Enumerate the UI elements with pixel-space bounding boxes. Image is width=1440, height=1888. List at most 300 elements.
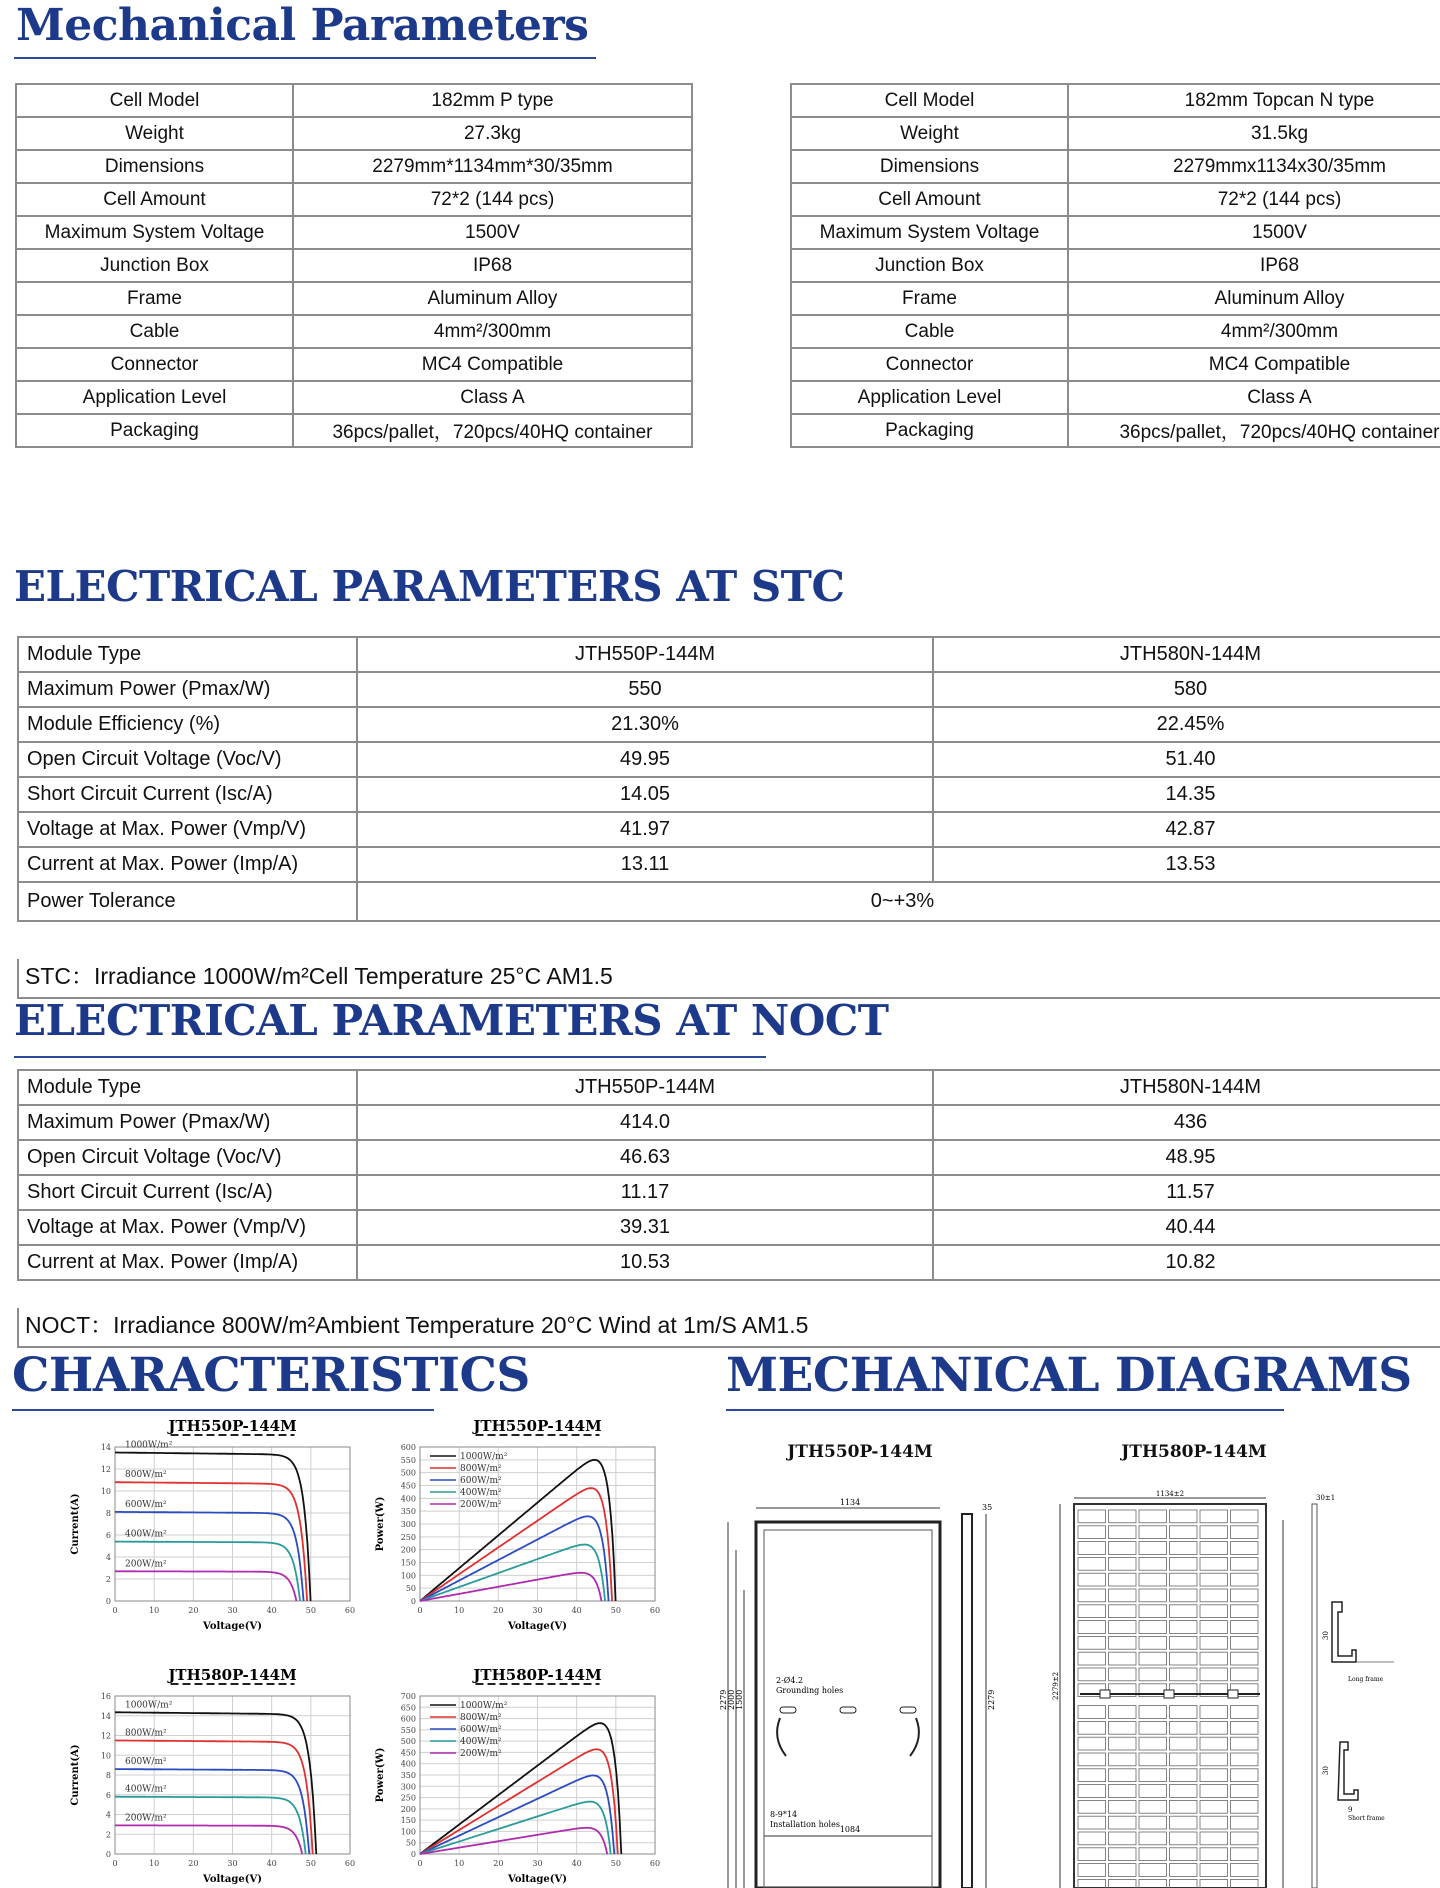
solar-cell	[1170, 1800, 1198, 1813]
param-value: 39.31	[357, 1210, 933, 1245]
diagram-left-title: JTH550P-144M	[787, 1442, 933, 1462]
x-tick-label: 20	[188, 1606, 199, 1615]
mech-row	[791, 414, 1440, 447]
y-tick-label: 16	[100, 1692, 111, 1701]
x-tick-label: 60	[344, 1859, 356, 1868]
solar-cell	[1170, 1879, 1198, 1888]
mech-value: Class A	[1068, 381, 1440, 414]
dim-1500: 1500	[735, 1689, 744, 1710]
param-row	[18, 1105, 1440, 1140]
y-tick-label: 400	[400, 1494, 416, 1504]
solar-cell	[1200, 1785, 1228, 1798]
y-tick-label: 0	[105, 1850, 111, 1859]
noct-table	[17, 1069, 1440, 1281]
mech-value: MC4 Compatible	[293, 348, 692, 381]
solar-cell	[1200, 1753, 1228, 1766]
param-label: Voltage at Max. Power (Vmp/V)	[18, 1210, 357, 1245]
y-tick-label: 450	[400, 1748, 416, 1758]
solar-cell	[1139, 1864, 1167, 1877]
solar-cell	[1200, 1621, 1228, 1634]
pv-chart-jth580p	[365, 1664, 665, 1888]
mech-label: Cell Model	[16, 84, 293, 117]
y-tick-label: 4	[105, 1810, 111, 1820]
solar-cell	[1139, 1879, 1167, 1888]
param-value: 21.30%	[357, 707, 933, 742]
frame-9: 9	[1348, 1806, 1353, 1814]
solar-cell	[1200, 1848, 1228, 1861]
param-value: 436	[933, 1105, 1440, 1140]
param-label: Maximum Power (Pmax/W)	[18, 672, 357, 707]
solar-cell	[1139, 1605, 1167, 1618]
solar-cell	[1170, 1737, 1198, 1750]
solar-cell	[1170, 1510, 1198, 1523]
legend-label: 1000W/m²	[125, 1700, 173, 1711]
solar-cell	[1109, 1769, 1137, 1782]
mech-row	[791, 348, 1440, 381]
mechanical-table-p	[15, 83, 693, 448]
solar-cell	[1078, 1753, 1106, 1766]
solar-cell	[1170, 1621, 1198, 1634]
legend-label: 800W/m²	[125, 1470, 167, 1481]
mech-value: 36pcs/pallet，720pcs/40HQ container	[1068, 414, 1440, 447]
mech-label: Weight	[16, 117, 293, 150]
y-tick-label: 2	[105, 1575, 111, 1584]
y-tick-label: 8	[105, 1771, 111, 1780]
x-tick-label: 60	[649, 1859, 661, 1868]
param-value: 40.44	[933, 1210, 1440, 1245]
mech-label: Cell Amount	[791, 183, 1068, 216]
mechanical-title-underline	[14, 57, 596, 59]
x-tick-label: 30	[227, 1859, 238, 1868]
solar-cell	[1139, 1737, 1167, 1750]
param-label: Short Circuit Current (Isc/A)	[18, 777, 357, 812]
param-label: Open Circuit Voltage (Voc/V)	[18, 742, 357, 777]
x-tick-label: 10	[454, 1606, 465, 1615]
x-tick-label: 50	[610, 1606, 621, 1615]
mech-value: 36pcs/pallet，720pcs/40HQ container	[293, 414, 692, 447]
solar-cell	[1078, 1737, 1106, 1750]
solar-cell	[1231, 1800, 1259, 1813]
y-tick-label: 350	[400, 1507, 416, 1517]
legend-label: 600W/m²	[125, 1499, 167, 1510]
solar-cell	[1109, 1816, 1137, 1829]
legend-label: 200W/m²	[125, 1813, 167, 1824]
solar-cell	[1078, 1800, 1106, 1813]
iv-chart-jth580p	[60, 1664, 360, 1888]
solar-cell	[1231, 1668, 1259, 1681]
y-tick-label: 550	[400, 1455, 416, 1465]
series-line	[115, 1512, 304, 1601]
power-tolerance-label: Power Tolerance	[18, 882, 357, 921]
solar-cell	[1078, 1848, 1106, 1861]
solar-cell	[1139, 1589, 1167, 1602]
mech-row	[791, 84, 1440, 117]
x-axis-label: Voltage(V)	[203, 1621, 262, 1632]
solar-cell	[1231, 1636, 1259, 1649]
y-tick-label: 0	[410, 1850, 416, 1859]
solar-cell	[1139, 1753, 1167, 1766]
solar-cell	[1078, 1832, 1106, 1845]
solar-cell	[1200, 1510, 1228, 1523]
y-tick-label: 300	[400, 1782, 416, 1792]
param-label: Short Circuit Current (Isc/A)	[18, 1175, 357, 1210]
mech-value: 4mm²/300mm	[1068, 315, 1440, 348]
install-label: 8-9*14	[770, 1810, 798, 1819]
solar-cell	[1170, 1706, 1198, 1719]
solar-cell	[1231, 1621, 1259, 1634]
param-value: 10.53	[357, 1245, 933, 1280]
solar-cell	[1170, 1668, 1198, 1681]
mech-row	[791, 150, 1440, 183]
mech-row	[16, 117, 692, 150]
solar-cell	[1109, 1785, 1137, 1798]
legend-label: 400W/m²	[125, 1529, 167, 1540]
mech-value: 1500V	[293, 216, 692, 249]
solar-cell	[1231, 1589, 1259, 1602]
solar-cell	[1139, 1832, 1167, 1845]
solar-cell	[1170, 1542, 1198, 1555]
y-tick-label: 450	[400, 1481, 416, 1491]
x-tick-label: 10	[149, 1859, 160, 1868]
y-tick-label: 600	[400, 1443, 416, 1452]
mech-value: Aluminum Alloy	[1068, 282, 1440, 315]
legend-label: 600W/m²	[460, 1476, 502, 1486]
solar-cell	[1231, 1864, 1259, 1877]
param-value: JTH580N-144M	[933, 1070, 1440, 1105]
series-line	[115, 1571, 297, 1601]
param-row	[18, 1175, 1440, 1210]
solar-cell	[1170, 1652, 1198, 1665]
solar-cell	[1109, 1605, 1137, 1618]
solar-cell	[1109, 1621, 1137, 1634]
y-tick-label: 550	[400, 1725, 416, 1735]
y-tick-label: 0	[410, 1597, 416, 1606]
param-row	[18, 742, 1440, 777]
mech-label: Dimensions	[791, 150, 1068, 183]
power-tolerance-value: 0~+3%	[357, 882, 1440, 921]
mech-label: Application Level	[791, 381, 1068, 414]
dim-bottom: 1084	[839, 1825, 861, 1834]
mech-value: 182mm Topcan N type	[1068, 84, 1440, 117]
param-row	[18, 672, 1440, 707]
mech-label: Frame	[791, 282, 1068, 315]
mech-label: Cell Amount	[16, 183, 293, 216]
x-tick-label: 20	[188, 1859, 199, 1868]
solar-cell	[1170, 1832, 1198, 1845]
frame-30-short: 30	[1322, 1766, 1330, 1775]
solar-cell	[1231, 1721, 1259, 1734]
x-tick-label: 20	[493, 1859, 504, 1868]
mech-row	[16, 249, 692, 282]
solar-cell	[1200, 1589, 1228, 1602]
mech-row	[16, 183, 692, 216]
solar-cell	[1109, 1706, 1137, 1719]
solar-cell	[1231, 1848, 1259, 1861]
dim-length-side: 2279	[987, 1689, 996, 1710]
mech-label: Packaging	[16, 414, 293, 447]
y-tick-label: 600	[400, 1714, 416, 1724]
solar-cell	[1139, 1621, 1167, 1634]
mech-value: 2279mmx1134x30/35mm	[1068, 150, 1440, 183]
solar-cell	[1200, 1721, 1228, 1734]
mech-row	[16, 414, 692, 447]
mechanical-title: Mechanical Parameters	[16, 0, 589, 51]
y-tick-label: 50	[405, 1838, 416, 1848]
y-tick-label: 12	[100, 1465, 111, 1474]
y-tick-label: 14	[100, 1711, 111, 1721]
mech-value: IP68	[1068, 249, 1440, 282]
solar-cell	[1139, 1668, 1167, 1681]
long-frame-label: Long frame	[1348, 1676, 1384, 1683]
solar-cell	[1170, 1557, 1198, 1570]
solar-cell	[1139, 1769, 1167, 1782]
param-label: Maximum Power (Pmax/W)	[18, 1105, 357, 1140]
solar-cell	[1139, 1785, 1167, 1798]
y-tick-label: 200	[400, 1804, 416, 1814]
solar-cell	[1231, 1832, 1259, 1845]
y-tick-label: 150	[400, 1816, 416, 1826]
mech-value: 27.3kg	[293, 117, 692, 150]
solar-cell	[1200, 1636, 1228, 1649]
mech-row	[16, 348, 692, 381]
param-value: 11.57	[933, 1175, 1440, 1210]
diagram-jth550p	[700, 1490, 1030, 1888]
solar-cell	[1078, 1636, 1106, 1649]
solar-cell	[1078, 1621, 1106, 1634]
mech-row	[16, 282, 692, 315]
legend-label: 600W/m²	[460, 1725, 502, 1735]
mech-label: Frame	[16, 282, 293, 315]
param-value: 550	[357, 672, 933, 707]
series-line	[115, 1825, 302, 1854]
y-tick-label: 500	[400, 1737, 416, 1747]
y-tick-label: 500	[400, 1468, 416, 1478]
mech-label: Cable	[16, 315, 293, 348]
y-axis-label: Current(A)	[70, 1493, 81, 1555]
x-tick-label: 60	[344, 1606, 356, 1615]
solar-cell	[1139, 1706, 1167, 1719]
solar-cell	[1170, 1605, 1198, 1618]
solar-cell	[1078, 1864, 1106, 1877]
x-tick-label: 0	[417, 1606, 423, 1615]
solar-cell	[1200, 1526, 1228, 1539]
mech-value: 72*2 (144 pcs)	[293, 183, 692, 216]
solar-cell	[1139, 1510, 1167, 1523]
mechanical-table-n	[790, 83, 1440, 448]
param-value: 41.97	[357, 812, 933, 847]
param-value: 13.53	[933, 847, 1440, 882]
pv-chart-jth550p	[365, 1415, 665, 1635]
y-tick-label: 300	[400, 1520, 416, 1529]
solar-cell	[1109, 1652, 1137, 1665]
mech-row	[791, 249, 1440, 282]
mech-value: MC4 Compatible	[1068, 348, 1440, 381]
series-line	[420, 1723, 621, 1854]
solar-cell	[1200, 1668, 1228, 1681]
legend-label: 400W/m²	[125, 1784, 167, 1795]
x-tick-label: 40	[266, 1606, 277, 1615]
legend-label: 400W/m²	[460, 1737, 502, 1747]
solar-cell	[1109, 1864, 1137, 1877]
param-value: 414.0	[357, 1105, 933, 1140]
solar-cell	[1139, 1636, 1167, 1649]
solar-cell	[1170, 1573, 1198, 1586]
x-axis-label: Voltage(V)	[508, 1621, 567, 1632]
solar-cell	[1231, 1769, 1259, 1782]
solar-cell	[1078, 1557, 1106, 1570]
solar-cell	[1109, 1832, 1137, 1845]
param-value: 46.63	[357, 1140, 933, 1175]
solar-cell	[1109, 1800, 1137, 1813]
solar-cell	[1109, 1573, 1137, 1586]
y-tick-label: 200	[400, 1545, 416, 1555]
mech-label: Application Level	[16, 381, 293, 414]
mech-value: 4mm²/300mm	[293, 315, 692, 348]
solar-cell	[1078, 1605, 1106, 1618]
solar-cell	[1078, 1769, 1106, 1782]
solar-cell	[1109, 1542, 1137, 1555]
mech-label: Junction Box	[16, 249, 293, 282]
solar-cell	[1200, 1573, 1228, 1586]
y-tick-label: 700	[400, 1692, 416, 1701]
grounding-label: 2-Ø4.2	[776, 1676, 804, 1685]
param-row	[18, 812, 1440, 847]
legend-label: 1000W/m²	[460, 1701, 508, 1711]
mech-label: Packaging	[791, 414, 1068, 447]
solar-cell	[1139, 1816, 1167, 1829]
solar-cell	[1200, 1557, 1228, 1570]
y-axis-label: Current(A)	[70, 1744, 81, 1806]
solar-cell	[1139, 1800, 1167, 1813]
mech-row	[791, 381, 1440, 414]
y-tick-label: 10	[100, 1751, 111, 1761]
solar-cell	[1109, 1848, 1137, 1861]
solar-cell	[1231, 1879, 1259, 1888]
solar-cell	[1170, 1636, 1198, 1649]
solar-cell	[1170, 1816, 1198, 1829]
solar-cell	[1231, 1737, 1259, 1750]
param-value: 11.17	[357, 1175, 933, 1210]
x-tick-label: 40	[266, 1859, 277, 1868]
param-label: Voltage at Max. Power (Vmp/V)	[18, 812, 357, 847]
dim-depth: 35	[982, 1503, 993, 1512]
mech-value: 31.5kg	[1068, 117, 1440, 150]
chart-title: JTH550P-144M	[168, 1417, 297, 1435]
solar-cell	[1231, 1557, 1259, 1570]
legend-label: 1000W/m²	[460, 1452, 508, 1462]
solar-cell	[1200, 1832, 1228, 1845]
param-value: 51.40	[933, 742, 1440, 777]
solar-cell	[1231, 1816, 1259, 1829]
solar-cell	[1139, 1573, 1167, 1586]
mech-value: 2279mm*1134mm*30/35mm	[293, 150, 692, 183]
mech-row	[791, 117, 1440, 150]
dim-length: 2279	[719, 1689, 728, 1710]
x-tick-label: 30	[532, 1606, 543, 1615]
solar-cell	[1078, 1542, 1106, 1555]
solar-cell	[1139, 1848, 1167, 1861]
mech-label: Connector	[791, 348, 1068, 381]
solar-cell	[1231, 1510, 1259, 1523]
param-label: Current at Max. Power (Imp/A)	[18, 1245, 357, 1280]
solar-cell	[1139, 1652, 1167, 1665]
y-tick-label: 2	[105, 1830, 111, 1840]
mech-value: IP68	[293, 249, 692, 282]
chart-title: JTH580P-144M	[168, 1666, 297, 1684]
solar-cell	[1139, 1542, 1167, 1555]
r-dim-depth: 30±1	[1316, 1494, 1336, 1502]
solar-cell	[1200, 1737, 1228, 1750]
param-value: 49.95	[357, 742, 933, 777]
x-tick-label: 50	[610, 1859, 621, 1868]
dim-2000: 2000	[727, 1689, 736, 1710]
y-tick-label: 6	[105, 1790, 111, 1800]
solar-cell	[1109, 1721, 1137, 1734]
solar-cell	[1078, 1589, 1106, 1602]
solar-cell	[1078, 1526, 1106, 1539]
characteristics-underline	[12, 1409, 434, 1411]
y-tick-label: 12	[100, 1731, 111, 1741]
solar-cell	[1139, 1721, 1167, 1734]
noct-title-underline	[14, 1056, 766, 1058]
x-axis-label: Voltage(V)	[203, 1874, 262, 1885]
solar-cell	[1078, 1879, 1106, 1888]
x-tick-label: 50	[305, 1606, 316, 1615]
solar-cell	[1078, 1785, 1106, 1798]
param-label: Current at Max. Power (Imp/A)	[18, 847, 357, 882]
series-line	[420, 1775, 614, 1854]
noct-title: ELECTRICAL PARAMETERS AT NOCT	[14, 996, 889, 1045]
x-tick-label: 0	[417, 1859, 423, 1868]
y-tick-label: 350	[400, 1771, 416, 1780]
legend-label: 800W/m²	[460, 1464, 502, 1474]
solar-cell	[1170, 1589, 1198, 1602]
solar-cell	[1200, 1769, 1228, 1782]
chart-title: JTH580P-144M	[473, 1666, 602, 1684]
y-axis-label: Power(W)	[375, 1496, 386, 1552]
chart-title: JTH550P-144M	[473, 1417, 602, 1435]
grounding-label-2: Grounding holes	[776, 1686, 844, 1695]
solar-cell	[1231, 1526, 1259, 1539]
solar-cell	[1200, 1605, 1228, 1618]
param-value: 48.95	[933, 1140, 1440, 1175]
solar-cell	[1231, 1785, 1259, 1798]
solar-cell	[1109, 1753, 1137, 1766]
y-tick-label: 100	[400, 1571, 416, 1581]
solar-cell	[1170, 1526, 1198, 1539]
short-frame-label: Short frame	[1348, 1815, 1385, 1822]
mech-label: Maximum System Voltage	[16, 216, 293, 249]
solar-cell	[1231, 1652, 1259, 1665]
mech-row	[791, 282, 1440, 315]
solar-cell	[1078, 1721, 1106, 1734]
legend-label: 200W/m²	[460, 1749, 502, 1759]
y-tick-label: 100	[400, 1827, 416, 1837]
mech-label: Connector	[16, 348, 293, 381]
y-tick-label: 14	[100, 1443, 111, 1452]
y-tick-label: 50	[405, 1584, 416, 1594]
solar-cell	[1170, 1721, 1198, 1734]
y-tick-label: 250	[400, 1793, 416, 1803]
param-label: Module Type	[18, 637, 357, 672]
x-tick-label: 40	[571, 1859, 582, 1868]
r-dim-width: 1134±2	[1155, 1490, 1185, 1498]
param-value: JTH580N-144M	[933, 637, 1440, 672]
mech-label: Maximum System Voltage	[791, 216, 1068, 249]
legend-label: 600W/m²	[125, 1757, 167, 1768]
series-line	[420, 1460, 616, 1601]
solar-cell	[1200, 1800, 1228, 1813]
